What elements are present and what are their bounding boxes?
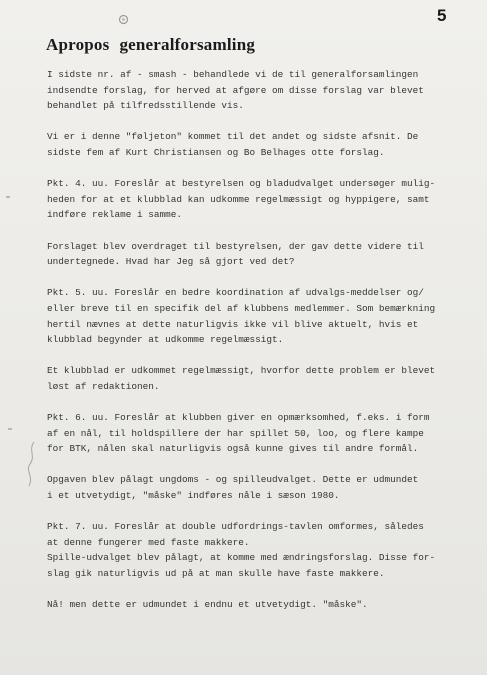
text-line: indsendte forslag, for herved at afgøre om disse forslag var blevet — [47, 84, 424, 96]
text-line: I sidste nr. af - smash - behandlede vi de til generalforsamlingen — [47, 69, 419, 80]
paragraph — [47, 285, 479, 347]
paragraph — [47, 129, 479, 160]
text-line: sidste fem af Kurt Christiansen og Bo Belhages otte forslag. — [47, 146, 385, 158]
title-word-generalforsamling: generalforsamling — [119, 35, 256, 54]
paragraph — [47, 410, 479, 457]
text-line: eller breve til en specifik del af klubbens medlemmer. Som bemærkning — [47, 302, 436, 314]
paragraph — [47, 176, 479, 223]
text-line: Pkt. 7. uu. Foreslår at double udfordrings-tavlen omformes, således — [47, 521, 424, 533]
title-word-apropos: Apropos — [46, 35, 110, 54]
text-line: klubblad begynder at udkomme regelmæssigt. — [47, 334, 284, 346]
text-line: af en nål, til holdspillere der har spillet 50, loo, og flere kampe — [47, 427, 424, 439]
text-line: Forslaget blev overdraget til bestyrelsen, der gav dette videre til — [47, 240, 424, 252]
text-line: løst af redaktionen. — [47, 380, 160, 392]
text-line: slag gik naturligvis ud på at man skulle have faste makkere. — [47, 568, 385, 579]
text-line: Nå! men dette er udmundet i endnu et utvetydigt. "måske". — [47, 599, 368, 611]
text-line: Opgaven blev pålagt ungdoms - og spilleudvalget. Dette er udmundet — [47, 474, 419, 486]
margin-pencil-mark — [22, 440, 40, 488]
paragraph — [47, 67, 479, 114]
paragraph — [47, 597, 479, 613]
page-title — [46, 35, 255, 55]
text-line: Et klubblad er udkommet regelmæssigt, hvorfor dette problem er blevet — [47, 365, 436, 377]
text-line: Pkt. 6. uu. Foreslår at klubben giver en opmærksomhed, f.eks. i form — [47, 412, 430, 424]
text-line: undertegnede. Hvad har Jeg så gjort ved det? — [47, 256, 295, 268]
text-line: i et utvetydigt, "måske" indføres nåle i sæson 1980. — [47, 490, 340, 502]
body-text — [47, 67, 479, 628]
paragraph — [47, 519, 479, 581]
text-line: behandlet på tilfredsstillende vis. — [47, 100, 244, 112]
page-number: 5 — [437, 6, 447, 25]
text-line: indføre reklame i samme. — [47, 209, 183, 221]
text-line: Pkt. 5. uu. Foreslår en bedre koordination af udvalgs-meddelser og/ — [47, 287, 424, 299]
text-line: heden for at et klubblad kan udkomme regelmæssigt og hyppigere, samt — [47, 193, 430, 205]
paragraph — [47, 472, 479, 503]
text-line: Vi er i denne "føljeton" kommet til det andet og sidste afsnit. De — [47, 131, 419, 143]
punch-hole-mark — [118, 14, 129, 25]
text-line: hertil nævnes at dette naturligvis ikke vil blive aktuelt, hvis et — [47, 318, 419, 330]
text-line: for BTK, nålen skal naturligvis også kunne gives til andre formål. — [47, 443, 419, 455]
margin-dot — [8, 428, 12, 430]
paragraph — [47, 239, 479, 270]
margin-dot — [6, 196, 10, 198]
paragraph — [47, 363, 479, 394]
text-line: Spille-udvalget blev pålagt, at komme med ændringsforslag. Disse for- — [47, 552, 436, 564]
text-line: at denne fungerer med faste makkere. — [47, 536, 250, 548]
text-line: Pkt. 4. uu. Foreslår at bestyrelsen og bladudvalget undersøger mulig- — [47, 178, 436, 190]
